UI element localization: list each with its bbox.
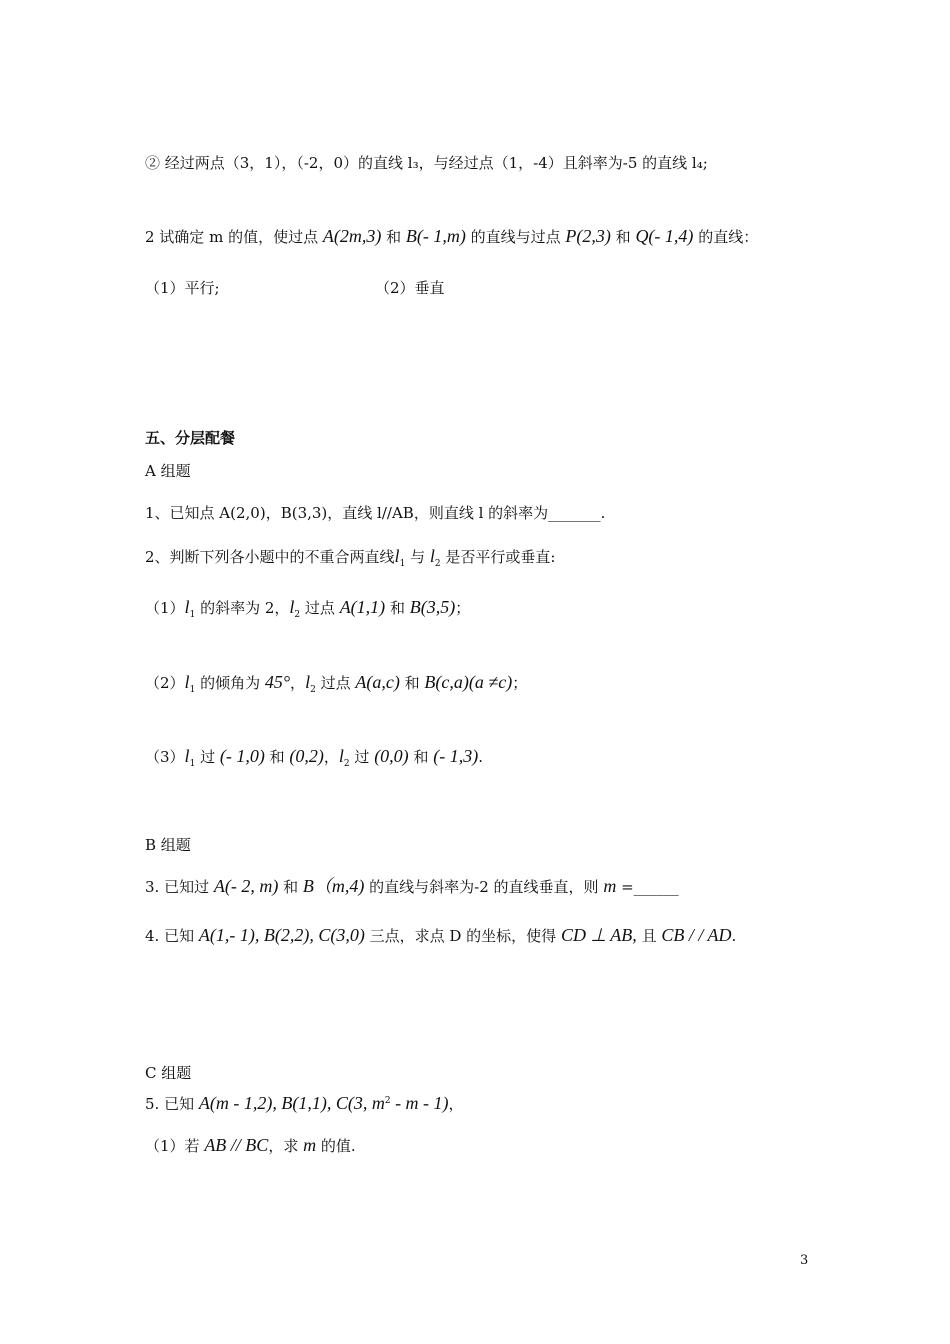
q2-sub1: （1）平行; xyxy=(145,279,220,297)
point-b: B(- 1,m) xyxy=(405,226,466,246)
page-number: 3 xyxy=(800,1253,809,1268)
question-a2-3: $(3)l_1$ 过 (- 1,0) 和 (0,2)，$l_2$ 过 (0,0) 和 (- 1,3). xyxy=(145,746,483,769)
group-b-title: B 组题 xyxy=(145,836,191,854)
group-c-title: C 组题 xyxy=(145,1064,192,1082)
point-q: Q(- 1,4) xyxy=(635,226,694,246)
q2-main: 2 试确定 m 的值，使过点 A(2m,3) 和 B(- 1,m) 的直线与过点 P(2,3) 和 Q(- 1,4) 的直线： xyxy=(145,226,759,246)
point-p: P(2,3) xyxy=(565,226,611,246)
section-title: 五、分层配餐 xyxy=(145,429,236,447)
question-a1: 1、已知点 A(2,0)，B(3,3)，直线 l//AB，则直线 l 的斜率为_______. xyxy=(145,504,606,522)
question-c5: 5. 已知 A(m - 1,2), B(1,1), C(3, $m^2$ - m - 1)， xyxy=(145,1093,464,1113)
question-b3: 3. 已知过 A(- 2, m) 和 B（m,4) 的直线与斜率为-2 的直线垂直，则 m =______ xyxy=(145,876,679,896)
q2-sub2: （2）垂直 xyxy=(375,279,445,297)
question-a2-1: $(1)l_1$ 的斜率为 2，$l_2$ 过点 A(1,1) 和 B(3,5)； xyxy=(145,597,471,620)
group-a-title: A 组题 xyxy=(145,462,191,480)
question-c5-1: （1）若 AB // BC，求 m 的值. xyxy=(145,1135,356,1155)
q2-item: ② 经过两点（3，1），（-2，0）的直线 l₃，与经过点（1，-4）且斜率为-5 的直线 l₄; xyxy=(145,154,708,172)
point-a: A(2m,3) xyxy=(322,226,382,246)
question-a2-2: $(2)l_1$ 的倾角为 45°，$l_2$ 过点 A(a,c) 和 B(c,a)(a ≠c)； xyxy=(145,672,528,695)
question-b4: 4. 已知 A(1,- 1), B(2,2), C(3,0) 三点，求点 D 的坐标，使得 CD ⊥ AB, 且 CB / / AD. xyxy=(145,925,737,945)
question-a2: 2、判断下列各小题中的不重合两直线$l_1$ 与 $l_2$ 是否平行或垂直: xyxy=(145,546,556,569)
